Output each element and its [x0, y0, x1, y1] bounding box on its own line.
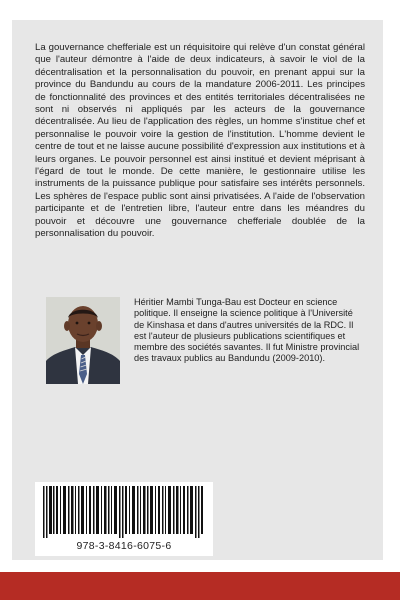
isbn-number: 978-3-8416-6075-6	[76, 540, 172, 552]
author-photo	[46, 297, 120, 384]
barcode-icon	[43, 486, 205, 538]
author-bio: Héritier Mambi Tunga-Bau est Docteur en science politique. Il enseigne la science politique à l'Université de Kinshasa et dans d'autres universités de la RDC. Il est l'auteur de plusieurs publications scientifiques et membre des sociétés savantes. Il fut Ministre provincial des travaux publics au Bandundu (2009-2010).	[134, 297, 360, 364]
isbn-barcode	[35, 482, 213, 556]
bottom-red-band	[0, 572, 400, 600]
author-portrait-image	[46, 297, 120, 384]
book-abstract: La gouvernance chefferiale est un réquisitoire qui relève d'un constat général que l'auteur démontre à l'aide de deux indicateurs, à savoir le viol de la décentralisation et la personnalisation du pouvoir, en prenant appui sur la province du Bandundu au cours de la mandature 2006-2011. Les principes de fonctionnalité des provinces et des entités territoriales décentralisées ne sont ni observés ni appliqués par les acteurs de la gouvernance décentralisée. Au lieu de l'application des règles, un homme s'institue chef et personnalise le pouvoir voire la gestion de l'institution. L'homme devient le centre de tout et ne laisse aucune possibilité d'expression aux institutions et à leurs organes. Le pouvoir personnel est ainsi institué et devient méprisant à l'égard de tout le monde. De cette manière, le gestionnaire utilise les instruments de la puissance publique pour satisfaire ses intérêts personnels. Les sphères de l'espace public sont ainsi privatisées. A l'aide de l'observation participante et de l'entretien libre, l'auteur entre dans les méandres du pouvoir et découvre une gouvernance chefferiale doublée de la personnalisation du pouvoir.	[35, 42, 365, 240]
